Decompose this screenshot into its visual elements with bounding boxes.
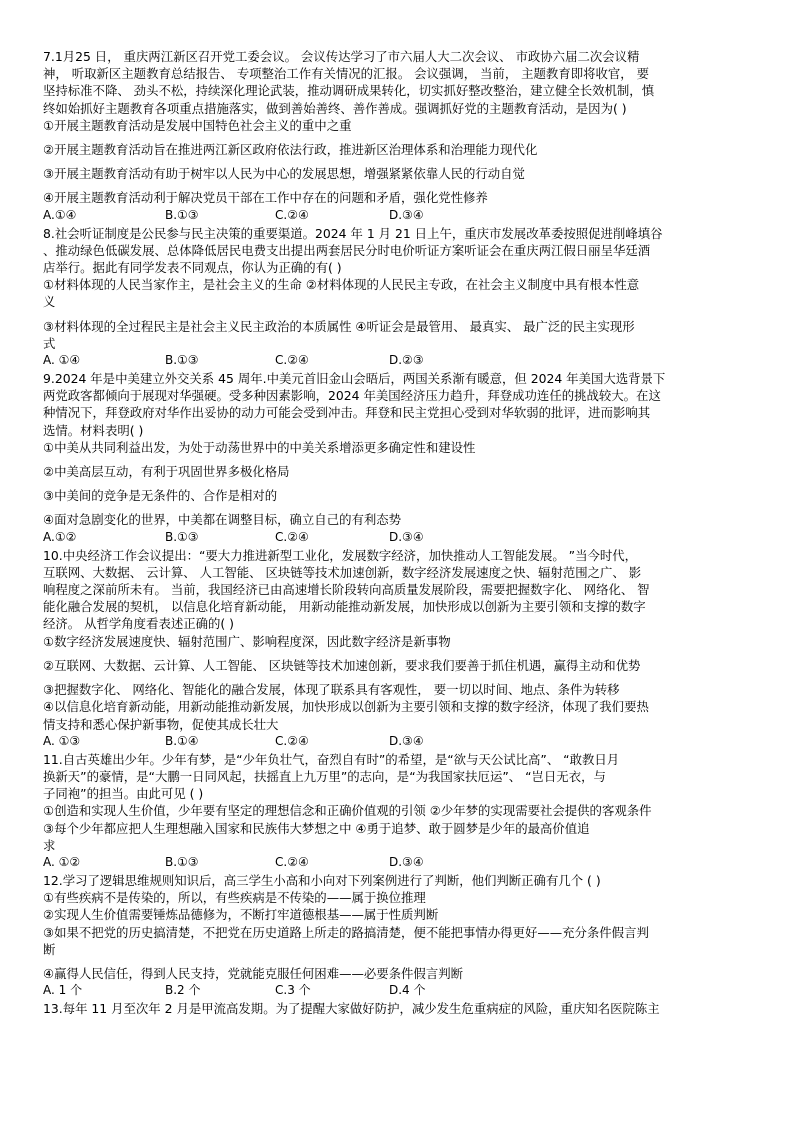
question-line: 10.中央经济工作会议提出：“要大力推进新型工业化，发展数字经济，加快推动人工智能发展。 ”当今时代， (43, 547, 638, 563)
question-line: 8.社会听证制度是公民参与民主决策的重要渠道。2024 年 1 月 21 日上午，重庆市发展改革委按照促进削峰填谷 (43, 225, 663, 241)
question-13 (43, 1000, 755, 1017)
question-line: ④面对急剧变化的世界，中美都在调整目标，确立自己的有利态势 (43, 512, 402, 528)
question-line: ①材料体现的人民当家作主，是社会主义的生命 ②材料体现的人民民主专政，在社会主义制度中具有根本性意 (43, 277, 640, 293)
answer-option: D.③④ (389, 854, 424, 869)
question-line: 情支持和悉心保护新事物，促使其成长壮大 (43, 716, 279, 732)
question-line: ③开展主题教育活动有助于树牢以人民为中心的发展思想，增强紧紧依靠人民的行动自觉 (43, 166, 525, 182)
question-line: 互联网、大数据、 云计算、 人工智能、 区块链等技术加速创新，数字经济发展速度之快、辐射范围之广、 影 (43, 564, 642, 580)
question-9 (43, 370, 755, 546)
answer-option: C.②④ (275, 529, 309, 544)
question-line: 两党政客都倾向于展现对华强硬。受多种因素影响，2024 年美国经济压力趋升，拜登成功连任的挑战较大。在这 (43, 388, 661, 404)
question-line: 坚持标准不降、 劲头不松，持续深化理论武装，推动调研成果转化，切实抓好整改整治，建立健全长效机制，慎 (43, 83, 655, 99)
question-line: 种情况下，拜登政府对华作出妥协的动力可能会受到冲击。拜登和民主党担心受到对华软弱的批评，进而影响其 (43, 405, 651, 421)
answer-options (43, 207, 755, 224)
answer-option: B.①③ (165, 529, 199, 544)
question-line: 经济。 从哲学角度看表述正确的( ) (43, 616, 235, 632)
question-12 (43, 872, 755, 999)
answer-option: C.②④ (275, 353, 309, 368)
answer-option: B.①③ (165, 854, 199, 869)
answer-option: D.③④ (389, 529, 424, 544)
answer-options (43, 982, 755, 999)
question-line: 换新天”的豪情，是“大鹏一日同风起，扶摇直上九万里”的志向，是“为我国家扶厄运”、 “岂日无衣，与 (43, 768, 606, 784)
answer-option: C.3 个 (275, 983, 311, 998)
answer-option: A.①④ (43, 207, 77, 222)
question-line: ①中美从共同利益出发，为处于动荡世界中的中美关系增添更多确定性和建设性 (43, 439, 476, 455)
answer-option: C.②④ (275, 733, 309, 748)
question-line: 能化融合发展的契机， 以信息化培育新动能， 用新动能推动新发展，加快形成以创新为主要引领和支撑的数字 (43, 599, 646, 615)
answer-option: C.②④ (275, 854, 309, 869)
question-line: 、推动绿色低碳发展、总体降低居民电费支出提出两套居民分时电价听证方案听证会在重庆两江假日丽呈华廷酒 (43, 242, 651, 258)
answer-option: A. ①② (43, 854, 81, 869)
question-line: 终如始抓好主题教育各项重点措施落实，做到善始善终、善作善成。强调抓好党的主题教育活动，是因为( ) (43, 100, 627, 116)
answer-option: A. 1 个 (43, 983, 83, 998)
question-line: ④赢得人民信任，得到人民支持，党就能克服任何困难——必要条件假言判断 (43, 965, 463, 981)
answer-option: D.③④ (389, 733, 424, 748)
question-line: 响程度之深前所未有。 当前，我国经济已由高速增长阶段转向高质量发展阶段，需要把握数字化、 网络化、 智 (43, 582, 650, 598)
answer-options (43, 733, 755, 750)
question-line: ③中美间的竞争是无条件的、合作是相对的 (43, 488, 278, 504)
answer-option: B.①③ (165, 353, 199, 368)
answer-option: B.2 个 (165, 983, 201, 998)
answer-option: B.①③ (165, 207, 199, 222)
question-line: ③如果不把党的历史搞清楚，不把党在历史道路上所走的路搞清楚，便不能把事情办得更好——充分条件假言判 (43, 924, 649, 940)
question-line: ①创造和实现人生价值，少年要有坚定的理想信念和正确价值观的引领 ②少年梦的实现需要社会提供的客观条件 (43, 803, 652, 819)
question-line: 选情。材料表明( ) (43, 422, 144, 438)
question-line: 店举行。据此有同学发表不同观点，你认为正确的有( ) (43, 260, 342, 276)
question-line: ④以信息化培育新动能，用新动能推动新发展，加快形成以创新为主要引领和支撑的数字经济，体现了我们要热 (43, 699, 649, 715)
question-line: ②互联网、大数据、云计算、人工智能、 区块链等技术加速创新，要求我们要善于抓住机遇，赢得主动和优势 (43, 657, 641, 673)
question-10 (43, 547, 755, 750)
answer-option: A.①② (43, 529, 77, 544)
question-line: ①数字经济发展速度快、辐射范围广、影响程度深，因此数字经济是新事物 (43, 633, 451, 649)
answer-option: B.①④ (165, 733, 199, 748)
exam-page (43, 48, 755, 1017)
answer-option: D.③④ (389, 207, 424, 222)
answer-option: D.②③ (389, 353, 424, 368)
answer-option: C.②④ (275, 207, 309, 222)
question-line: 神， 听取新区主题教育总结报告、 专项整治工作有关情况的汇报。 会议强调， 当前， 主题教育即将收官， 要 (43, 66, 649, 82)
question-line: ③每个少年都应把人生理想融入国家和民族伟大梦想之中 ④勇于追梦、敢于圆梦是少年的最高价值追 (43, 820, 590, 836)
answer-option: A. ①④ (43, 353, 81, 368)
question-line: 式 (43, 335, 56, 351)
question-line: 子同袍”的担当。由此可见 ( ) (43, 786, 204, 802)
question-line: 求 (43, 837, 56, 853)
question-line: ①开展主题教育活动是发展中国特色社会主义的重中之重 (43, 117, 352, 133)
question-line: ③把握数字化、 网络化、智能化的融合发展，体现了联系具有客观性， 要一切以时间、地点、条件为转移 (43, 682, 620, 698)
question-line: 13.每年 11 月至次年 2 月是甲流高发期。为了提醒大家做好防护，减少发生危重病症的风险，重庆知名医院陈主 (43, 1001, 660, 1017)
question-line: ②实现人生价值需要锤炼品德修为，不断打牢道德根基——属于性质判断 (43, 907, 439, 923)
question-7 (43, 48, 755, 224)
question-line: ④开展主题教育活动利于解决党员干部在工作中存在的问题和矛盾，强化党性修养 (43, 190, 488, 206)
question-line: ①有些疾病不是传染的，所以，有些疾病是不传染的——属于换位推理 (43, 890, 426, 906)
answer-option: D.4 个 (389, 983, 426, 998)
answer-options (43, 529, 755, 546)
question-line: 7.1月25 日， 重庆两江新区召开党工委会议。 会议传达学习了市六届人大二次会议、 市政协六届二次会议精 (43, 49, 640, 64)
question-line: 义 (43, 294, 56, 310)
question-line: ②中美高层互动，有利于巩固世界多极化格局 (43, 464, 290, 480)
question-11 (43, 751, 755, 871)
question-line: 9.2024 年是中美建立外交关系 45 周年.中美元首旧金山会晤后，两国关系渐有暖意，但 2024 年美国大选背景下 (43, 371, 666, 387)
answer-option: A. ①③ (43, 733, 81, 748)
question-line: 11.自古英雄出少年。少年有梦，是“少年负壮气，奋烈自有时”的希望，是“欲与天公试比高”、 “敢教日月 (43, 751, 620, 767)
question-line: ③材料体现的全过程民主是社会主义民主政治的本质属性 ④听证会是最管用、 最真实、 最广泛的民主实现形 (43, 318, 635, 334)
answer-options (43, 352, 755, 369)
question-line: 断 (43, 941, 56, 957)
question-8 (43, 225, 755, 369)
question-line: ②开展主题教育活动旨在推进两江新区政府依法行政，推进新区治理体系和治理能力现代化 (43, 142, 538, 158)
question-line: 12.学习了逻辑思维规则知识后，高三学生小高和小向对下列案例进行了判断，他们判断正确有几个 ( ) (43, 872, 601, 888)
answer-options (43, 854, 755, 871)
